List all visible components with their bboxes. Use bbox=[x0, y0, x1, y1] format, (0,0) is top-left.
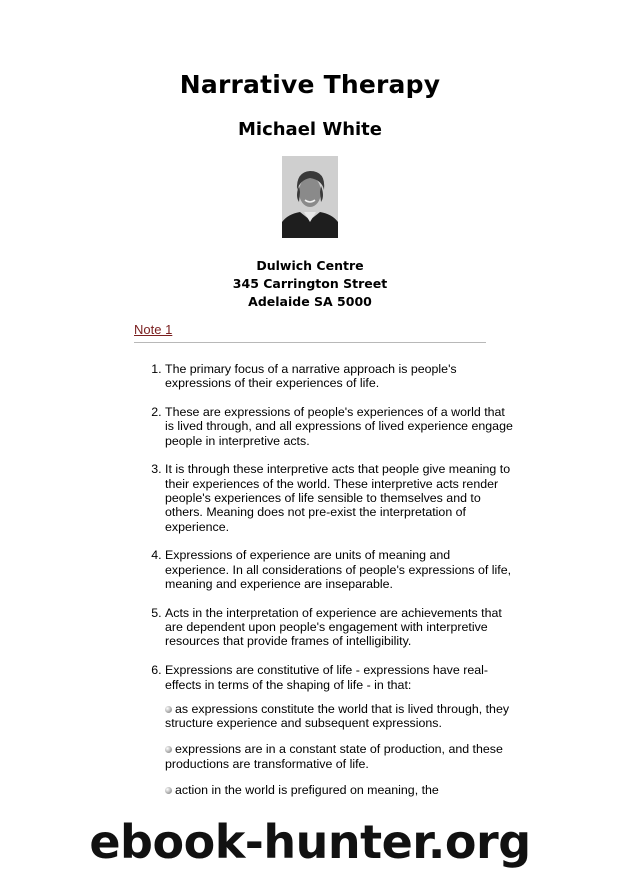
portrait-image bbox=[282, 156, 338, 238]
address-block bbox=[0, 257, 620, 311]
list-item-6 bbox=[165, 663, 517, 797]
sub-list-item bbox=[165, 742, 517, 771]
note-1-link[interactable]: Note 1 bbox=[134, 322, 173, 337]
address-line-1: Dulwich Centre bbox=[256, 258, 364, 273]
sub-list-item bbox=[165, 702, 517, 731]
list-item-text: Expressions are constitutive of life - expressions have real-effects in terms of the shaping of life - in that: bbox=[165, 663, 488, 692]
list-item: 1. The primary focus of a narrative approach is people's expressions of their experiences of life. bbox=[165, 362, 517, 391]
sub-list bbox=[165, 702, 517, 797]
bullet-icon bbox=[165, 746, 172, 753]
author-name: Michael White bbox=[237, 119, 382, 140]
list-item: 4. Expressions of experience are units of meaning and experience. In all considerations of people's expressions of life, meaning and experience are inseparable. bbox=[165, 548, 517, 591]
sub-item-text: as expressions constitute the world that is lived through, they structure experience and subsequent expressions. bbox=[165, 701, 510, 731]
list-item: 2. These are expressions of people's experiences of a world that is lived through, and all expressions of lived experience engage people in interpretive acts. bbox=[165, 405, 517, 448]
address-line-2: 345 Carrington Street bbox=[232, 276, 388, 291]
sub-item-text: action in the world is prefigured on meaning, the bbox=[175, 783, 439, 798]
sub-list-item bbox=[165, 783, 517, 797]
list-item: 3. It is through these interpretive acts that people give meaning to their experiences of the world. These interpretive acts render people's experiences of life sensible to themselves and to others. Meaning does not pre-exist the interpretation of experience. bbox=[165, 462, 517, 533]
horizontal-rule bbox=[134, 342, 486, 343]
bullet-icon bbox=[165, 787, 172, 794]
address-line-3: Adelaide SA 5000 bbox=[248, 294, 372, 309]
watermark: ebook-hunter.org bbox=[89, 815, 531, 869]
sub-item-text: expressions are in a constant state of production, and these productions are transformative of life. bbox=[165, 742, 503, 771]
author-photo bbox=[282, 156, 338, 238]
list-item: 5. Acts in the interpretation of experience are achievements that are dependent upon people's engagement with interpretive resources that provide frames of intelligibility. bbox=[165, 606, 517, 649]
document-title: Narrative Therapy bbox=[179, 70, 441, 99]
bullet-icon bbox=[165, 706, 172, 713]
numbered-list bbox=[134, 362, 517, 812]
